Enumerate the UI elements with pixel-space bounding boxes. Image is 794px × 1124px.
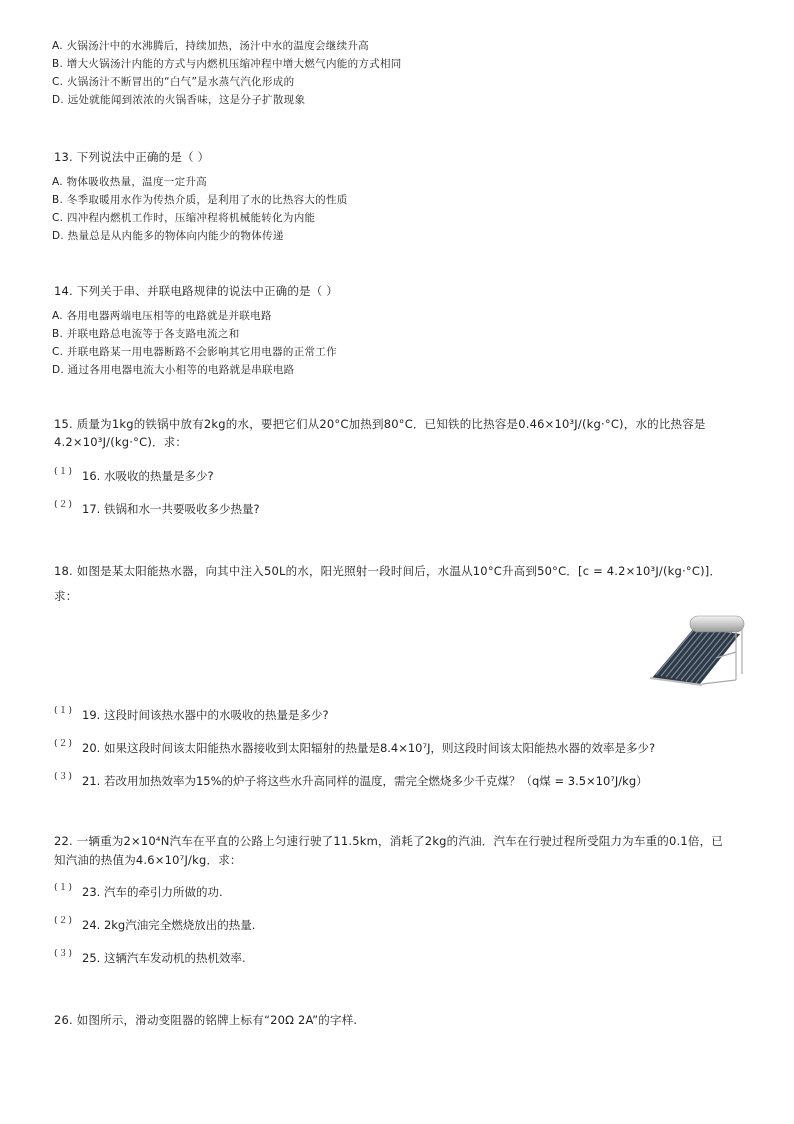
sub-number: (２)	[54, 739, 74, 749]
q18-sub-2	[54, 736, 655, 756]
q18-stem-line1: 18. 如图是某太阳能热水器，向其中注入50L的水，阳光照射一段时间后，水温从10°C升高到50°C．[c = 4.2×10³J/(kg·°C)]．	[54, 564, 722, 578]
q15-stem-line1: 15. 质量为1kg的铁锅中放有2kg的水，要把它们从20°C加热到80°C．已知铁的比热容是0.46×10³J/(kg·°C)，水的比热容是	[54, 417, 706, 431]
sub-number: (２)	[54, 500, 74, 510]
q13-option-a: A. 物体吸收热量，温度一定升高	[52, 176, 207, 188]
q12-options	[52, 37, 402, 109]
sub-text: 24. 2kg汽油完全燃烧放出的热量.	[82, 918, 256, 932]
q13-options	[52, 173, 348, 245]
sub-number: (２)	[54, 916, 74, 926]
q14-stem: 14. 下列关于串、并联电路规律的说法中正确的是（ ）	[54, 284, 338, 298]
q12-option-a: A. 火锅汤汁中的水沸腾后，持续加热，汤汁中水的温度会继续升高	[52, 40, 369, 52]
q15-stem-line2: 4.2×10³J/(kg·°C)．求：	[54, 435, 188, 449]
q22-sub-3	[54, 946, 246, 966]
q15-sub-1	[54, 464, 214, 484]
q15-sub-2	[54, 497, 260, 517]
q22-stem-line1: 22. 一辆重为2×10⁴N汽车在平直的公路上匀速行驶了11.5km，消耗了2kg的汽油．汽车在行驶过程所受阻力为车重的0.1倍，已	[54, 834, 723, 848]
q14-options	[52, 307, 337, 379]
q14-option-d: D. 通过各用电器电流大小相等的电路就是串联电路	[52, 364, 295, 376]
q22-sub-2	[54, 913, 255, 933]
sub-text: 16. 水吸收的热量是多少?	[82, 469, 214, 483]
q13-option-b: B. 冬季取暖用水作为传热介质，是利用了水的比热容大的性质	[52, 194, 348, 206]
sub-text: 21. 若改用加热效率为15%的炉子将这些水升高同样的温度，需完全燃烧多少千克煤？（q煤 = 3.5×10⁷J/kg）	[82, 774, 648, 788]
q26-stem: 26. 如图所示，滑动变阻器的铭牌上标有“20Ω 2A”的字样.	[54, 1013, 358, 1027]
sub-number: (１)	[54, 883, 74, 893]
sub-number: (１)	[54, 706, 74, 716]
q22-sub-1	[54, 880, 223, 900]
sub-number: (３)	[54, 772, 74, 782]
q12-option-c: C. 火锅汤汁不断冒出的“白气”是水蒸气汽化形成的	[52, 76, 295, 88]
q12-option-d: D. 远处就能闻到浓浓的火锅香味，这是分子扩散现象	[52, 94, 306, 106]
sub-text: 19. 这段时间该热水器中的水吸收的热量是多少?	[82, 708, 329, 722]
sub-text: 17. 铁锅和水一共要吸收多少热量?	[82, 502, 260, 516]
sub-number: (１)	[54, 467, 74, 477]
q18-sub-1	[54, 703, 329, 723]
q14-option-b: B. 并联电路总电流等于各支路电流之和	[52, 328, 240, 340]
q18-sub-3	[54, 769, 648, 789]
q22-stem-line2: 知汽油的热值为4.6×10⁷J/kg．求：	[54, 853, 242, 867]
solar-water-heater-image	[644, 612, 748, 688]
sub-number: (３)	[54, 949, 74, 959]
q18-stem-line2: 求：	[54, 589, 78, 603]
q13-stem: 13. 下列说法中正确的是（ ）	[54, 150, 210, 164]
sub-text: 25. 这辆汽车发动机的热机效率.	[82, 951, 246, 965]
q13-option-d: D. 热量总是从内能多的物体向内能少的物体传递	[52, 230, 284, 242]
q14-option-c: C. 并联电路某一用电器断路不会影响其它用电器的正常工作	[52, 346, 337, 358]
q14-option-a: A. 各用电器两端电压相等的电路就是并联电路	[52, 310, 272, 322]
sub-text: 20. 如果这段时间该太阳能热水器接收到太阳辐射的热量是8.4×10⁷J，则这段时间该太阳能热水器的效率是多少?	[82, 741, 656, 755]
sub-text: 23. 汽车的牵引力所做的功.	[82, 885, 223, 899]
q12-option-b: B. 增大火锅汤汁内能的方式与内燃机压缩冲程中增大燃气内能的方式相同	[52, 58, 402, 70]
q13-option-c: C. 四冲程内燃机工作时，压缩冲程将机械能转化为内能	[52, 212, 316, 224]
